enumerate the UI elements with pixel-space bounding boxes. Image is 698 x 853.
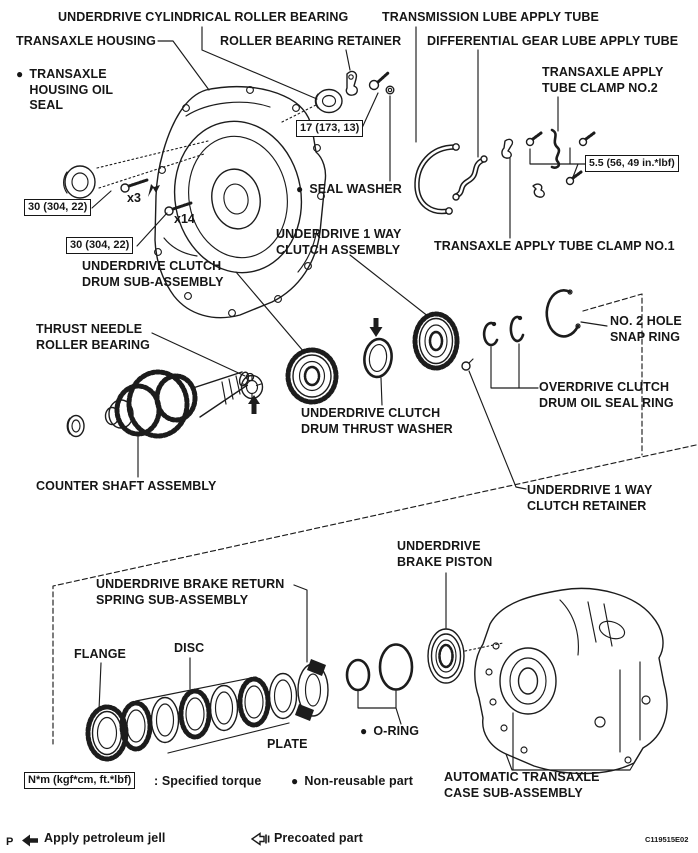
counter-shaft-bearing-drawing xyxy=(67,416,84,437)
precoated-part-arrow-icon xyxy=(251,832,270,846)
differential-gear-lube-apply-tube-drawing xyxy=(453,156,487,200)
overdrive-clutch-drum-oil-seal-ring-drawing xyxy=(484,316,523,345)
underdrive-1-way-clutch-assembly-drawing xyxy=(415,314,457,368)
precoated-mark-icon xyxy=(148,184,160,197)
label-transaxle-apply-tube-clamp-no2: TRANSAXLE APPLY TUBE CLAMP NO.2 xyxy=(542,65,664,95)
label-roller-bearing-retainer: ROLLER BEARING RETAINER xyxy=(220,34,402,48)
label-automatic-transaxle-case-sub-assembly: AUTOMATIC TRANSAXLE CASE SUB-ASSEMBLY xyxy=(444,770,600,800)
legend-non-reusable: ● Non-reusable part xyxy=(291,774,414,788)
underdrive-brake-piston-drawing xyxy=(428,629,464,683)
non-reusable-bullet-icon: ● xyxy=(291,774,299,788)
transaxle-housing-oil-seal-drawing xyxy=(64,166,95,198)
non-reusable-bullet-icon: ● xyxy=(296,182,304,196)
label-underdrive-brake-return-spring-sub-assembly: UNDERDRIVE BRAKE RETURN SPRING SUB-ASSEMBLY xyxy=(96,577,285,607)
torque-box-30-b: 30 (304, 22) xyxy=(66,237,133,254)
petroleum-jelly-arrow-icon xyxy=(22,834,39,847)
label-plate: PLATE xyxy=(267,737,308,751)
figure-code: C119515E02 xyxy=(645,835,689,844)
torque-box-5-5: 5.5 (56, 49 in.*lbf) xyxy=(585,155,679,172)
seal-washer-drawing xyxy=(386,86,394,94)
label-counter-shaft-assembly: COUNTER SHAFT ASSEMBLY xyxy=(36,479,217,493)
label-overdrive-clutch-drum-oil-seal-ring: OVERDRIVE CLUTCH DRUM OIL SEAL RING xyxy=(539,380,674,410)
retainer-bolt-drawing xyxy=(370,73,389,90)
quantity-x14: x14 xyxy=(174,212,195,226)
label-underdrive-1-way-clutch-retainer: UNDERDRIVE 1 WAY CLUTCH RETAINER xyxy=(527,483,653,513)
label-transaxle-housing-oil-seal: ● TRANSAXLE HOUSING OIL SEAL xyxy=(16,67,113,112)
label-no-2-hole-snap-ring: NO. 2 HOLE SNAP RING xyxy=(610,314,682,344)
torque-box-30-a: 30 (304, 22) xyxy=(24,199,91,216)
legend-specified-torque: : Specified torque xyxy=(154,774,262,788)
legend-apply-petroleum: Apply petroleum jell xyxy=(44,831,166,845)
label-underdrive-1-way-clutch-assembly: UNDERDRIVE 1 WAY CLUTCH ASSEMBLY xyxy=(276,227,402,257)
non-reusable-bullet-icon: ● xyxy=(360,724,368,738)
transmission-lube-apply-tube-drawing xyxy=(417,144,459,214)
label-transaxle-housing: TRANSAXLE HOUSING xyxy=(16,34,156,48)
automatic-transaxle-case-drawing xyxy=(475,588,667,773)
o-ring-drawing xyxy=(347,645,412,691)
label-disc: DISC xyxy=(174,641,205,655)
quantity-x3: x3 xyxy=(127,191,141,205)
label-seal-washer: ● SEAL WASHER xyxy=(296,182,402,196)
legend-torque-unit-box: N*m (kgf*cm, ft.*lbf) xyxy=(24,772,135,789)
non-reusable-bullet-icon: ● xyxy=(16,67,24,81)
label-underdrive-brake-piston: UNDERDRIVE BRAKE PISTON xyxy=(397,539,493,569)
one-way-clutch-retainer-bolt-drawing xyxy=(462,359,473,370)
page-corner-letter: P xyxy=(6,836,14,848)
label-transmission-lube-apply-tube: TRANSMISSION LUBE APPLY TUBE xyxy=(382,10,599,24)
underdrive-brake-discs-drawing xyxy=(122,679,268,749)
underdrive-brake-return-spring-drawing xyxy=(295,659,328,721)
underdrive-clutch-drum-thrust-washer-drawing xyxy=(362,318,393,379)
counter-shaft-assembly-drawing xyxy=(106,371,254,436)
underdrive-clutch-drum-sub-assembly-drawing xyxy=(288,350,336,402)
torque-box-17: 17 (173, 13) xyxy=(296,120,363,137)
thrust-needle-roller-bearing-drawing xyxy=(242,376,263,415)
label-underdrive-cylindrical-roller-bearing: UNDERDRIVE CYLINDRICAL ROLLER BEARING xyxy=(58,10,349,24)
label-o-ring: ● O-RING xyxy=(360,724,420,738)
roller-bearing-retainer-drawing xyxy=(346,72,357,96)
label-thrust-needle-roller-bearing: THRUST NEEDLE ROLLER BEARING xyxy=(36,322,150,352)
legend-precoated: Precoated part xyxy=(274,831,363,845)
section-border-dashes xyxy=(53,294,696,744)
label-differential-gear-lube-apply-tube: DIFFERENTIAL GEAR LUBE APPLY TUBE xyxy=(427,34,679,48)
label-underdrive-clutch-drum-sub-assembly: UNDERDRIVE CLUTCH DRUM SUB-ASSEMBLY xyxy=(82,259,224,289)
label-transaxle-apply-tube-clamp-no1: TRANSAXLE APPLY TUBE CLAMP NO.1 xyxy=(434,239,675,253)
label-underdrive-clutch-drum-thrust-washer: UNDERDRIVE CLUTCH DRUM THRUST WASHER xyxy=(301,406,453,436)
petroleum-jelly-down-arrow-icon xyxy=(370,318,383,337)
no-2-hole-snap-ring-drawing xyxy=(547,290,580,336)
underdrive-cylindrical-roller-bearing-drawing xyxy=(315,90,342,113)
label-flange: FLANGE xyxy=(74,647,126,661)
